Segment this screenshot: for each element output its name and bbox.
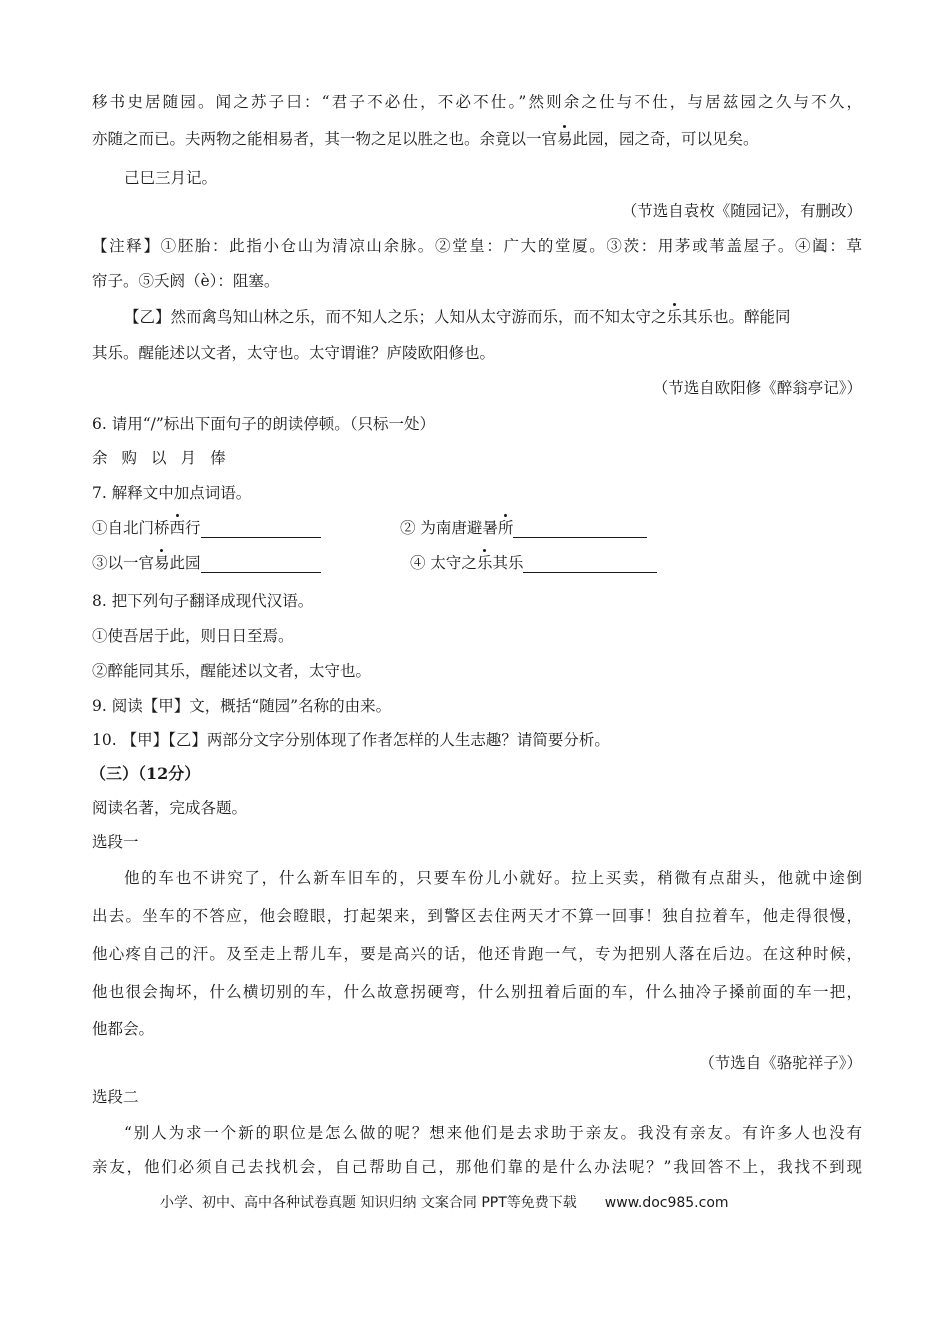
section-3-intro: 阅读名著，完成各题。 [92, 799, 248, 817]
footer-text: 小学、初中、高中各种试卷真题 知识归纳 文案合同 PPT等免费下载 [160, 1195, 577, 1211]
yi-text-line-1: 【乙】然而禽鸟知山林之乐，而不知人之乐；人知从太守游而乐，而不知太守之乐其乐也。醉能同 [124, 308, 791, 326]
question-8-item-2: ②醉能同其乐，醒能述以文者，太守也。 [92, 662, 372, 680]
excerpt-1-label: 选段一 [92, 833, 139, 851]
dotted-char: 西 [169, 519, 186, 537]
answer-blank-2[interactable] [513, 521, 647, 538]
answer-blank-4[interactable] [523, 556, 657, 573]
q7-item-3: ③以一官易此园 [92, 554, 321, 572]
yi-source: （节选自欧阳修《醉翁亭记》） [652, 379, 862, 397]
question-10: 10. 【甲】【乙】两部分文字分别体现了作者怎样的人生志趣？请简要分析。 [92, 731, 610, 749]
notes-line-1: 【注释】①胚胎：此指小仓山为清凉山余脉。②堂皇：广大的堂厦。③茨：用茅或苇盖屋子。④阖：草 [92, 237, 862, 255]
excerpt-2-line-2: 亲友，他们必须自己去找机会，自己帮助自己，那他们靠的是什么办法呢？”我回答不上，我找不到现 [92, 1158, 862, 1176]
question-7: 7. 解释文中加点词语。 [92, 484, 252, 502]
jia-text-line-2: 亦随之而已。夫两物之能相易者，其一物之足以胜之也。余竟以一官易此园，园之奇，可以见矣。 [92, 130, 759, 148]
question-6: 6. 请用“/”标出下面句子的朗读停顿。（只标一处） [92, 415, 436, 433]
footer-url[interactable]: www.doc985.com [604, 1195, 729, 1211]
question-6-sentence: 余 购 以 月 俸 [92, 449, 226, 467]
excerpt-1-line-3: 他心疼自己的汗。及至走上帮儿车，要是高兴的话，他还肯跑一气，专为把别人落在后边。在这种时候， [92, 945, 862, 963]
page-footer [160, 1192, 729, 1212]
question-7-row-1 [92, 518, 862, 538]
section-3-heading: （三）（12分） [90, 764, 201, 783]
excerpt-1-source: （节选自《骆驼祥子》） [699, 1054, 862, 1072]
excerpt-1-line-2: 出去。坐车的不答应，他会瞪眼，打起架来，到警区去住两天才不算一回事！独自拉着车，他走得很慢， [92, 907, 862, 925]
jia-text-line-1: 移书史居随园。闻之苏子曰：“君子不必仕，不必不仕。”然则余之仕与不仕，与居兹园之久与不久， [92, 93, 862, 111]
dotted-char: 易 [154, 554, 170, 572]
dotted-char: 乐 [666, 308, 683, 326]
notes-line-2: 帘子。⑤夭阏（è）：阻塞。 [92, 272, 280, 290]
yi-text-line-2: 其乐。醒能述以文者，太守也。太守谓谁？庐陵欧阳修也。 [92, 344, 496, 362]
excerpt-1-line-1: 他的车也不讲究了，什么新车旧车的，只要车份儿小就好。拉上买卖，稍微有点甜头，他就中途倒 [124, 869, 862, 887]
question-8: 8. 把下列句子翻译成现代汉语。 [92, 592, 314, 610]
answer-blank-1[interactable] [201, 521, 321, 538]
excerpt-1-line-5: 他都会。 [92, 1020, 155, 1038]
question-9: 9. 阅读【甲】文，概括“随园”名称的由来。 [92, 697, 392, 715]
excerpt-1-line-4: 他也很会掏坏，什么横切别的车，什么故意拐硬弯，什么别扭着后面的车，什么抽冷子搡前面的车一把， [92, 983, 862, 1001]
q7-item-1: ①自北门桥西行 [92, 519, 321, 537]
excerpt-2-label: 选段二 [92, 1088, 139, 1106]
dotted-char: 乐 [476, 554, 493, 572]
dotted-char: 所 [497, 519, 514, 537]
dotted-char: 易 [557, 130, 573, 148]
question-7-row-2 [92, 553, 862, 573]
q7-item-4: ④ 太守之乐其乐 [410, 553, 657, 573]
jia-date: 己巳三月记。 [124, 169, 218, 187]
q7-item-2: ② 为南唐避暑所 [400, 518, 647, 538]
answer-blank-3[interactable] [201, 556, 321, 573]
question-8-item-1: ①使吾居于此，则日日至焉。 [92, 627, 294, 645]
jia-source: （节选自袁枚《随园记》，有删改） [621, 202, 862, 220]
excerpt-2-line-1: “别人为求一个新的职位是怎么做的呢？想来他们是去求助于亲友。我没有亲友。有许多人也没有 [124, 1124, 862, 1142]
